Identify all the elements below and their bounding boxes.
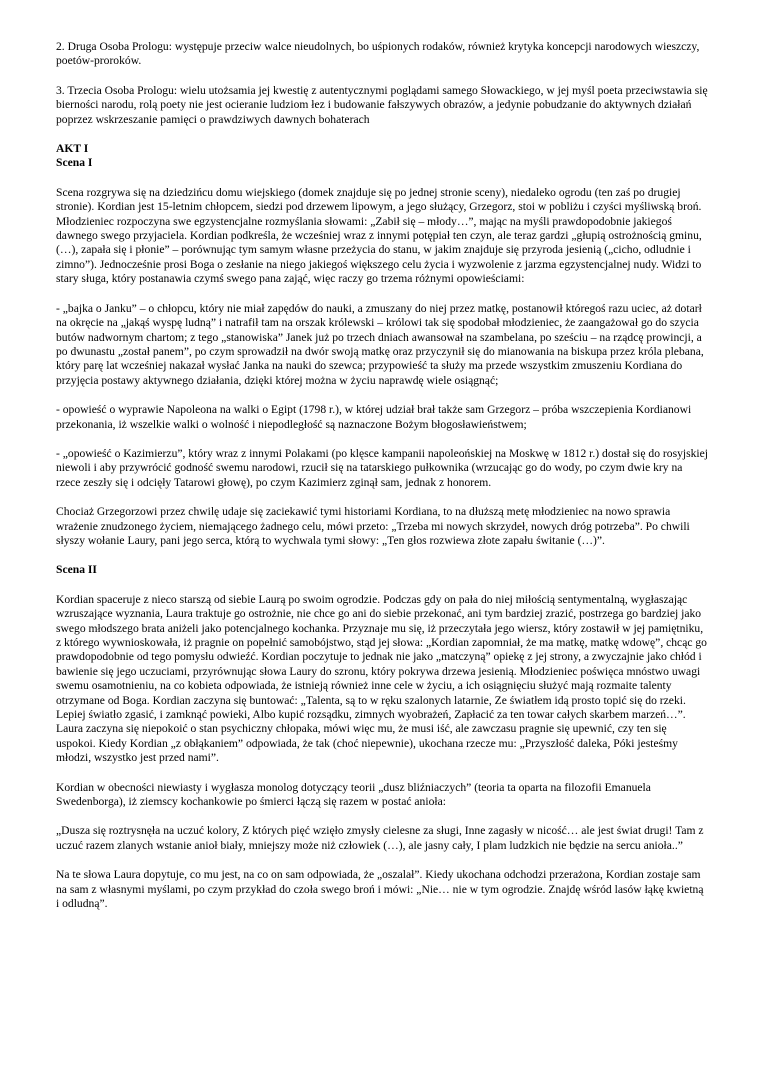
scene-1-closing: Chociaż Grzegorzowi przez chwilę udaje się zaciekawić tymi historiami Kordiana, to na dłuższą metę młodzieniec na nowo sprawia wrażenie znudzonego życiem, niemającego żadnego celu, mówi przeto: „Trzeba mi nowych skrzydeł, nowych dróg potrzeba”. Po chwili słyszy wołanie Laury, pani jego serca, którą to wychwala tymi słowy: „Ten głos rozwiewa złote zapału świtanie (…)”.	[56, 505, 690, 547]
story-kazimierz: - „opowieść o Kazimierzu”, który wraz z innymi Polakami (po klęsce kampanii napoleońskiej na Moskwę w 1812 r.) dostał się do rosyjskiej niewoli i aby przywrócić godność swemu narodowi, rzucił się na tatarskiego pułkownika (wrzucając go do wody, po czym dwie kry na rzece zeszły się i odcięły Tatarowi głowę), po czym Kazimierz zginął sam, jednak z honorem.	[56, 446, 708, 489]
scene-2-quote: „Dusza się roztrysnęła na uczuć kolory, Z których pięć wzięło zmysły cielesne za sługi, Inne zagasły w nicość… ale jest świat drugi! Tam z uczuć razem zlanych wstanie anioł biały, mniejszy może niż człowiek (…), ale jasny cały, I plam ludzkich nie będzie na sercu anioła..”	[56, 824, 704, 852]
scene-1-title: Scena I	[56, 156, 93, 170]
scene-2-paragraph-1: Kordian spaceruje z nieco starszą od siebie Laurą po swoim ogrodzie. Podczas gdy on pała do niej miłością sentymentalną, wygłaszając wzruszające wyznania, Laura traktuje go ostrożnie, nie chce go ani do siebie przekonać, ani tym bardziej zrazić, postrzega go bardziej jako swego młodszego brata aniżeli jako potencjalnego kochanka. Przyznaje mu się, iż przeczytała jego wiersz, który zostawił w jej pamiętniku, z którego wywnioskowała, iż pragnie on popełnić samobójstwo, stąd jej słowa: „Kordian zapomniał, że ma matkę, matkę wdowę”, chcąc go prawdopodobnie od tego pomysłu odwieźć. Kordian poczytuje to jednak nie jako „matczyną” opiekę z jej strony, a zwyczajnie jako chłód i bawienie się jego uczuciami, przyrównując słowa Laury do szronu, który pokrywa drzewa jesienią. Młodzieniec poświęca mnóstwo uwagi swemu osamotnieniu, na co kobieta odpowiada, że istnieją również inne cele w życiu, a ich osiągnięciu służyć mają rozmaite talenty otrzymane od Boga. Kordian zaczyna się buntować: „Talenta, są to w ręku szalonych latarnie, Ze światłem idą prosto topić się do rzeki. Lepiej światło zgasić, i zamknąć powieki, Albo kupić rozsądku, zimnych wyobrażeń, Zapłacić za ten towar całych skarbem marzeń…”. Laura zaczyna się niepokoić o stan psychiczny chłopaka, mówi więc mu, że musi iść, ale zawczasu pragnie się upewnić, czy ten się uspokoi. Kiedy Kordian „z obłąkaniem” odpowiada, że tak (choć niepewnie), ukochana rzecze mu: „Przyszłość daleka, Póki jesteśmy młodzi, wszystko jest przed nami”.	[56, 592, 707, 765]
scene-1-intro: Scena rozgrywa się na dziedzińcu domu wiejskiego (domek znajduje się po jednej stronie sceny), niedaleko ogrodu (ten zaś po drugiej stronie). Kordian jest 15-letnim chłopcem, siedzi pod drzewem lipowym, a jego służący, Grzegorz, stoi w pobliżu i czyści myśliwską broń. Młodzieniec rozpoczyna swe egzystencjalne rozmyślania słowami: „Zabił się – młody…”, mając na myśli prawdopodobnie jakiegoś dawnego swego przyjaciela. Kordian podkreśla, że wcześniej wraz z innymi potępiał ten czyn, ale teraz gardzi „głupią ostrożnością gminu, (…), zapała się i płonie” – porównując tym samym własne przeżycia do stanu, w jakim znajduje się przyroda jesienią („cicho, odludnie i zimno”). Jednocześnie prosi Boga o zesłanie na niego jakiegoś większego celu życia i wyzwolenie z jarzma egzystencjalnej nudy. Widzi to stary sługa, który postanawia czymś swego pana zająć, więc raczy go trzema różnymi opowieściami:	[56, 185, 702, 286]
prologue-person-2: 2. Druga Osoba Prologu: występuje przeciw walce nieudolnych, bo uśpionych rodaków, również krytyka koncepcji narodowych wieszczy, poetów-proroków.	[56, 40, 700, 68]
story-janek: - „bajka o Janku” – o chłopcu, który nie miał zapędów do nauki, a zmuszany do niej przez matkę, postanowił któregoś razu uciec, aż dotarł na okręcie na „jakąś wyspę ludną” i natrafił tam na orszak królewski – królowi tak się spodobał młodzieniec, że zaangażował go do szycia butów nadwornym chartom; z tego „stanowiska” Janek już po trzech dniach awansował na szambelana, po sześciu – na rządcę prowincji, a po dwunastu „został panem”, po czym sprowadził na dwór swoją matkę oraz przyczynił się do mianowania na biskupa przez króla plebana, który parę lat wcześniej nakazał wysłać Janka na nauki do szewca; przypowieść ta służy ma przede wszystkim zmuszeniu Kordiana do przyjęcia postawy aktywnego działania, dzięki której można w życiu naprawdę wiele osiągnąć;	[56, 301, 704, 387]
scene-2-title: Scena II	[56, 563, 97, 577]
scene-2-paragraph-2: Kordian w obecności niewiasty i wygłasza monolog dotyczący teorii „dusz bliźniaczych” (teoria ta oparta na filozofii Emanuela Swedenborga), iż ziemscy kochankowie po śmierci łączą się razem w postać anioła:	[56, 780, 651, 809]
prologue-person-3: 3. Trzecia Osoba Prologu: wielu utożsamia jej kwestię z autentycznymi poglądami samego Słowackiego, w jej myśl poeta przeciwstawia się bierności narodu, rolą poety nie jest ocieranie ludziom łez i budowanie fałszywych obrazów, a jedynie pobudzanie do aktywnych działań poprzez wskrzeszanie pamięci o prawdziwych dawnych bohaterach	[56, 83, 708, 126]
act-title: AKT I	[56, 142, 89, 156]
act-1-header	[56, 142, 708, 171]
scene-2-header	[56, 563, 708, 577]
story-napoleon: - opowieść o wyprawie Napoleona na walki o Egipt (1798 r.), w której udział brał także sam Grzegorz – próba wszczepienia Kordianowi przekonania, iż wszelkie walki o wolność i niepodległość są naznaczone Bożym błogosławieństwem;	[56, 403, 692, 431]
scene-2-paragraph-3: Na te słowa Laura dopytuje, co mu jest, na co on sam odpowiada, że „oszalał”. Kiedy ukochana odchodzi przerażona, Kordian zostaje sam na sam z własnymi myślami, po czym przykład do czoła swego broń i mówi: „Nie… nie w tym ogrodzie. Znajdę wśród lasów łąkę kwietną i odludną”.	[56, 868, 704, 911]
